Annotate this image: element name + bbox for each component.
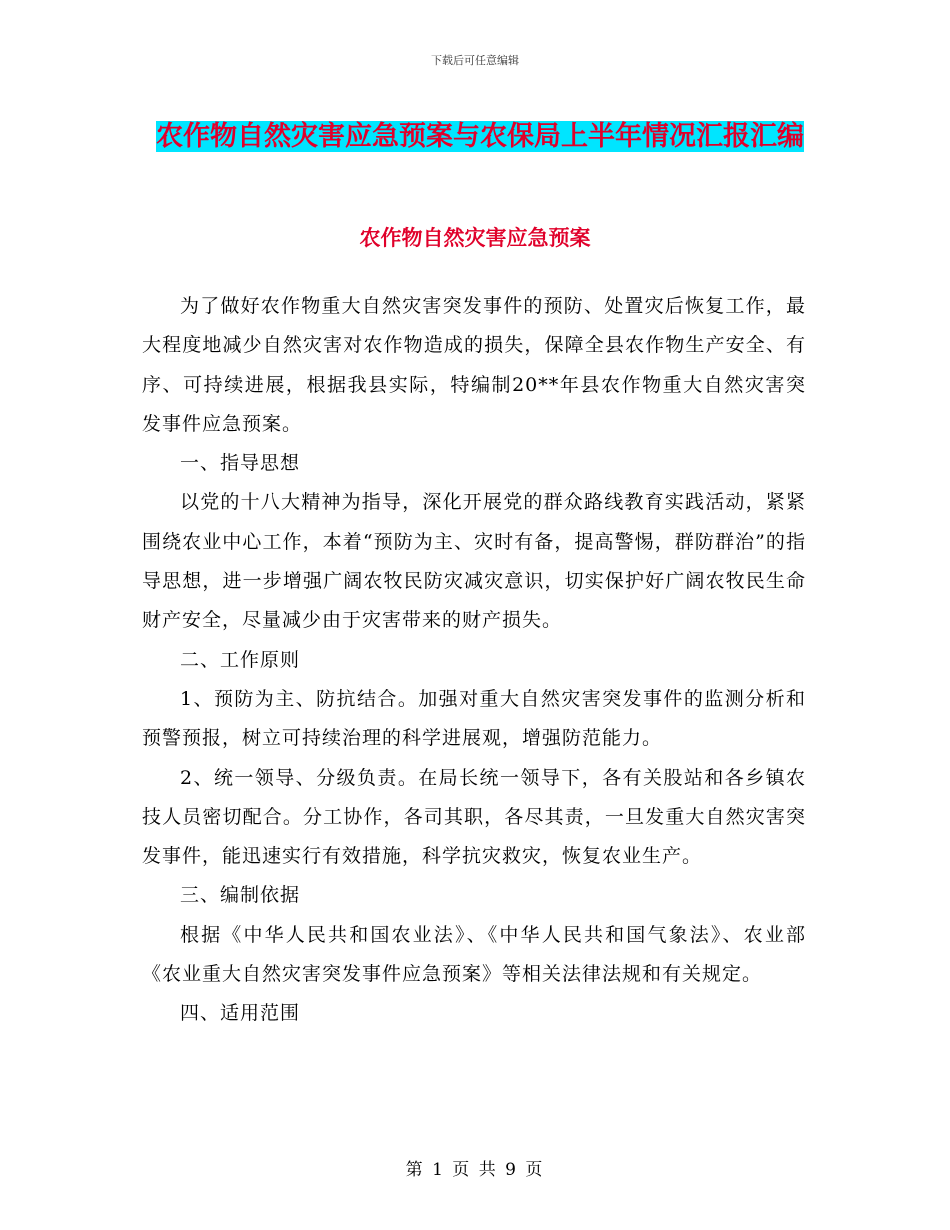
document-body (142, 287, 806, 1034)
document-title (150, 112, 810, 162)
heading-guiding-ideology: 一、指导思想 (180, 452, 301, 475)
document-title-text: 农作物自然灾害应急预案与农保局上半年情况汇报汇编 (156, 121, 804, 152)
paragraph-basis: 根据《中华人民共和国农业法》、《中华人民共和国气象法》、农业部《农业重大自然灾害突发事件应急预案》等相关法律法规和有关规定。 (142, 923, 806, 986)
paragraph-guiding-ideology: 以党的十八大精神为指导，深化开展党的群众路线教育实践活动，紧紧围绕农业中心工作，本着“预防为主、灾时有备，提高警惕，群防群治”的指导思想，进一步增强广阔农牧民防灾减灾意识，切实保护好广阔农牧民生命财产安全，尽量减少由于灾害带来的财产损失。 (142, 491, 806, 632)
page-number: 第 1 页 共 9 页 (405, 1160, 545, 1180)
heading-basis: 三、编制依据 (180, 884, 301, 907)
paragraph-intro: 为了做好农作物重大自然灾害突发事件的预防、处置灾后恢复工作，最大程度地减少自然灾害对农作物造成的损失，保障全县农作物生产安全、有序、可持续进展，根据我县实际，特编制20**年县农作物重大自然灾害突发事件应急预案。 (142, 295, 806, 435)
paragraph-principle-1: 1、预防为主、防抗结合。加强对重大自然灾害突发事件的监测分析和预警预报，树立可持续治理的科学进展观，增强防范能力。 (142, 687, 806, 750)
heading-work-principles: 二、工作原则 (180, 648, 301, 671)
section-title: 农作物自然灾害应急预案 (359, 226, 591, 250)
paragraph-principle-2: 2、统一领导、分级负责。在局长统一领导下，各有关股站和各乡镇农技人员密切配合。分工协作，各司其职，各尽其责，一旦发重大自然灾害突发事件，能迅速实行有效措施，科学抗灾救灾，恢复农业生产。 (142, 766, 806, 868)
header-note: 下载后可任意编辑 (431, 54, 519, 67)
heading-scope: 四、适用范围 (180, 1002, 301, 1025)
